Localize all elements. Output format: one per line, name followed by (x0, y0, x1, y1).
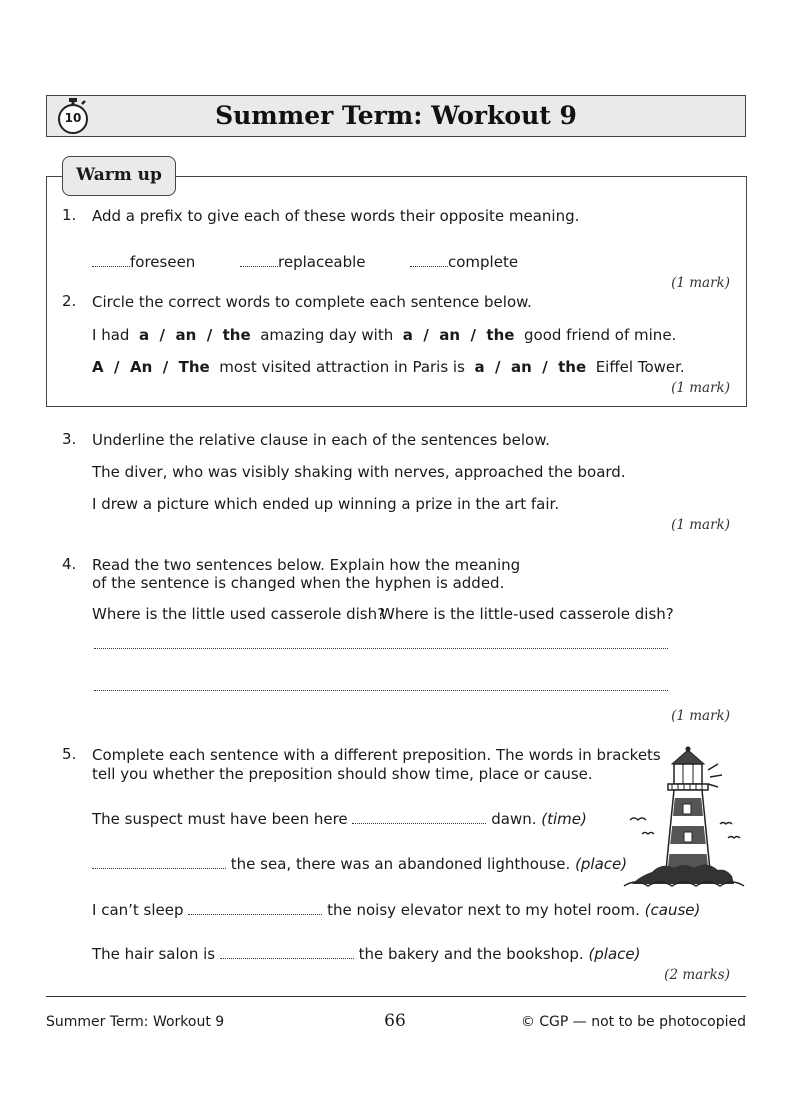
q5-instruction-line-2: tell you whether the preposition should show time, place or cause. (92, 765, 593, 783)
q2-sentence-2: A / An / The most visited attraction in Paris is a / an / the Eiffel Tower. (92, 358, 685, 376)
answer-blank[interactable] (352, 809, 486, 824)
q2-number: 2. (62, 292, 77, 310)
q2-options[interactable]: a / an / the (474, 358, 587, 376)
q4-mark: (1 mark) (671, 708, 730, 724)
q5-sentence-4: The hair salon is the bakery and the bookshop. (place) (92, 945, 641, 963)
q2-mark: (1 mark) (671, 380, 730, 396)
q5-sentence-2: the sea, there was an abandoned lighthouse. (place) (92, 854, 627, 874)
page-title: Summer Term: Workout 9 (215, 101, 577, 130)
title-bar (46, 95, 746, 137)
q2-options[interactable]: A / An / The (92, 358, 210, 376)
q3-mark: (1 mark) (671, 517, 730, 533)
q5-mark: (2 marks) (664, 967, 730, 983)
q3-instruction: Underline the relative clause in each of the sentences below. (92, 431, 550, 449)
answer-blank[interactable] (92, 854, 226, 869)
q4-instruction-line-1: Read the two sentences below. Explain how the meaning (92, 556, 521, 574)
q3-number: 3. (62, 430, 77, 448)
q2-sentence-1: I had a / an / the amazing day with a / an / the good friend of mine. (92, 326, 677, 344)
footer-divider (46, 996, 746, 997)
footer-copyright: © CGP — not to be photocopied (520, 1014, 746, 1030)
q5-instruction-line-1: Complete each sentence with a different preposition. The words in brackets (92, 746, 661, 764)
q4-answer-line-2[interactable] (94, 690, 668, 691)
warm-up-label: Warm up (76, 165, 162, 185)
q5-sentence-1: The suspect must have been here dawn. (time) (92, 810, 587, 828)
q2-instruction: Circle the correct words to complete each sentence below. (92, 293, 532, 311)
q1-mark: (1 mark) (671, 275, 730, 291)
q1-word-3: complete (410, 252, 518, 272)
q1-number: 1. (62, 206, 77, 224)
lighthouse-icon (622, 744, 746, 890)
q3-sentence-2[interactable]: I drew a picture which ended up winning a prize in the art fair. (92, 495, 560, 513)
answer-blank[interactable] (240, 252, 278, 267)
page-number: 66 (384, 1011, 406, 1031)
q2-options[interactable]: a / an / the (138, 326, 251, 344)
q5-number: 5. (62, 745, 77, 763)
q1-word-1: foreseen (92, 252, 195, 272)
q4-sentence-2: Where is the little-used casserole dish? (380, 605, 674, 623)
footer-left: Summer Term: Workout 9 (46, 1014, 225, 1030)
q1-instruction: Add a prefix to give each of these words their opposite meaning. (92, 207, 580, 225)
answer-blank[interactable] (188, 900, 322, 915)
answer-blank[interactable] (92, 252, 130, 267)
answer-blank[interactable] (220, 944, 354, 959)
q4-answer-line-1[interactable] (94, 648, 668, 649)
warm-up-tab (62, 156, 176, 196)
timer-minutes: 10 (64, 111, 82, 125)
q5-sentence-3: I can’t sleep the noisy elevator next to my hotel room. (cause) (92, 901, 701, 919)
q1-word-2: replaceable (240, 252, 366, 272)
q3-sentence-1[interactable]: The diver, who was visibly shaking with nerves, approached the board. (92, 463, 626, 481)
q4-number: 4. (62, 555, 77, 573)
q2-options[interactable]: a / an / the (402, 326, 515, 344)
answer-blank[interactable] (410, 252, 448, 267)
q4-instruction-line-2: of the sentence is changed when the hyphen is added. (92, 574, 505, 592)
q4-sentence-1: Where is the little used casserole dish? (92, 605, 386, 623)
